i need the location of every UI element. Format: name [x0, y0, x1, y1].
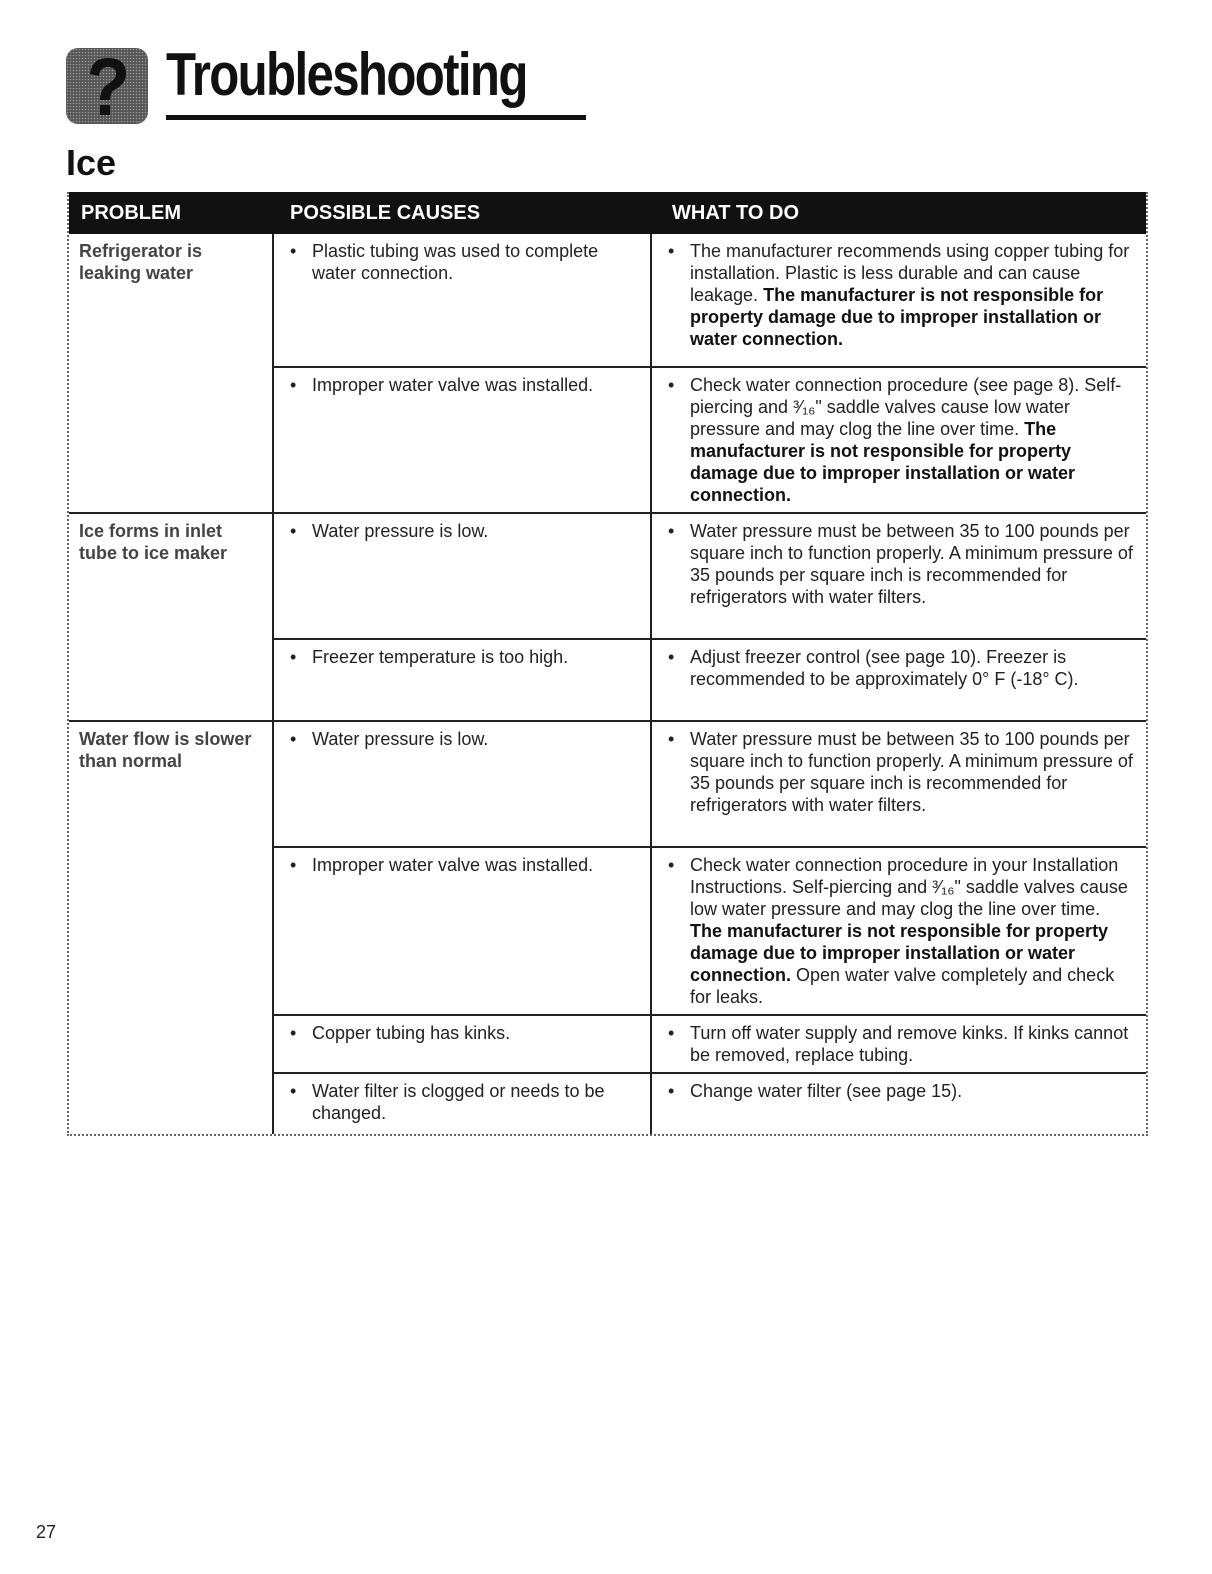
question-mark-icon [66, 48, 148, 124]
bullet-icon: • [290, 729, 297, 749]
bullet-icon: • [290, 1023, 297, 1043]
page-number: 27 [36, 1522, 57, 1542]
table-row [274, 1014, 1146, 1072]
problem-group [69, 234, 1146, 512]
todo-text-block [690, 854, 1136, 1008]
table-row [274, 722, 1146, 846]
column-header-problem: PROBLEM [81, 201, 181, 224]
todo-text-block [690, 646, 1136, 690]
bullet-icon: • [290, 1081, 297, 1101]
what-to-do [652, 722, 1146, 846]
table-row [274, 1072, 1146, 1134]
problem-group [69, 512, 1146, 720]
bullet-icon: • [668, 1081, 675, 1101]
todo-text-block [690, 374, 1136, 506]
cause-text: Water pressure is low. [312, 521, 489, 541]
problem-label: Refrigerator is leaking water [69, 234, 274, 512]
cause-text: Plastic tubing was used to complete water connection. [312, 241, 599, 283]
possible-cause [274, 368, 652, 512]
table-header [69, 192, 1146, 234]
possible-cause [274, 234, 652, 366]
todo-text-block [690, 520, 1136, 608]
todo-text: Water pressure must be between 35 to 100 pounds per square inch to function properly. A minimum pressure of 35 pounds per square inch is recommended for refrigerators with water filters. [690, 729, 1133, 815]
title-underline [166, 115, 586, 120]
bullet-icon: • [290, 375, 297, 395]
what-to-do [652, 1016, 1146, 1072]
cause-rows [274, 234, 1146, 512]
todo-text-block [690, 728, 1136, 816]
what-to-do [652, 1074, 1146, 1134]
possible-cause [274, 1016, 652, 1072]
todo-warning-text: The manufacturer is not responsible for property damage due to improper installation or water connection. [690, 285, 1104, 349]
bullet-icon: • [290, 647, 297, 667]
cause-rows [274, 514, 1146, 720]
table-row [274, 234, 1146, 366]
possible-cause [274, 722, 652, 846]
bullet-icon: • [668, 1023, 675, 1043]
bullet-icon: • [668, 647, 675, 667]
bullet-icon: • [668, 375, 675, 395]
table-row [274, 514, 1146, 638]
cause-text: Water filter is clogged or needs to be changed. [312, 1081, 605, 1123]
todo-text: Check water connection procedure (see page 8). Self-piercing and ³⁄₁₆" saddle valves cause low water pressure and may clog the line over time. [690, 375, 1122, 439]
bullet-icon: • [290, 521, 297, 541]
todo-warning-text: The manufacturer is not responsible for property damage due to improper installation or water connection. [690, 419, 1076, 505]
todo-text: Adjust freezer control (see page 10). Freezer is recommended to be approximately 0° F (-18° C). [690, 647, 1079, 689]
table-row [274, 846, 1146, 1014]
bullet-icon: • [290, 241, 297, 261]
cause-text: Improper water valve was installed. [312, 375, 594, 395]
column-header-causes: POSSIBLE CAUSES [290, 201, 481, 224]
what-to-do [652, 848, 1146, 1014]
section-title: Ice [66, 142, 117, 183]
todo-text-block [690, 1022, 1136, 1066]
todo-text-block [690, 1080, 962, 1102]
what-to-do [652, 234, 1146, 366]
todo-text: Check water connection procedure in your Installation Instructions. Self-piercing and ³⁄₁₆" saddle valves cause low water pressure and may clog the line over time. [690, 855, 1128, 919]
bullet-icon: • [668, 521, 675, 541]
todo-followup-text: Open water valve completely and check for leaks. [690, 965, 1115, 1007]
todo-warning-text: The manufacturer is not responsible for property damage due to improper installation or water connection. [690, 921, 1109, 985]
cause-text: Water pressure is low. [312, 729, 489, 749]
cause-rows [274, 722, 1146, 1134]
bullet-icon: • [290, 855, 297, 875]
problem-label: Ice forms in inlet tube to ice maker [69, 514, 274, 720]
todo-text: The manufacturer recommends using copper tubing for installation. Plastic is less durable and can cause leakage. [690, 241, 1130, 305]
bullet-icon: • [668, 729, 675, 749]
table-row [274, 366, 1146, 512]
troubleshooting-table [67, 192, 1148, 1136]
possible-cause [274, 640, 652, 720]
possible-cause [274, 848, 652, 1014]
bullet-icon: • [668, 855, 675, 875]
what-to-do [652, 640, 1146, 720]
todo-text: Turn off water supply and remove kinks. If kinks cannot be removed, replace tubing. [690, 1023, 1129, 1065]
what-to-do [652, 514, 1146, 638]
todo-text-block [690, 240, 1136, 350]
table-body [69, 234, 1146, 1134]
todo-text: Water pressure must be between 35 to 100 pounds per square inch to function properly. A minimum pressure of 35 pounds per square inch is recommended for refrigerators with water filters. [690, 521, 1133, 607]
cause-text: Improper water valve was installed. [312, 855, 594, 875]
table-row [274, 638, 1146, 720]
page-title: Troubleshooting [166, 41, 527, 108]
column-header-todo: WHAT TO DO [672, 201, 800, 224]
bullet-icon: • [668, 241, 675, 261]
what-to-do [652, 368, 1146, 512]
problem-label: Water flow is slower than normal [69, 722, 274, 1134]
possible-cause [274, 514, 652, 638]
cause-text: Copper tubing has kinks. [312, 1023, 511, 1043]
problem-group [69, 720, 1146, 1134]
todo-text: Change water filter (see page 15). [690, 1081, 963, 1101]
cause-text: Freezer temperature is too high. [312, 647, 569, 667]
possible-cause [274, 1074, 652, 1134]
